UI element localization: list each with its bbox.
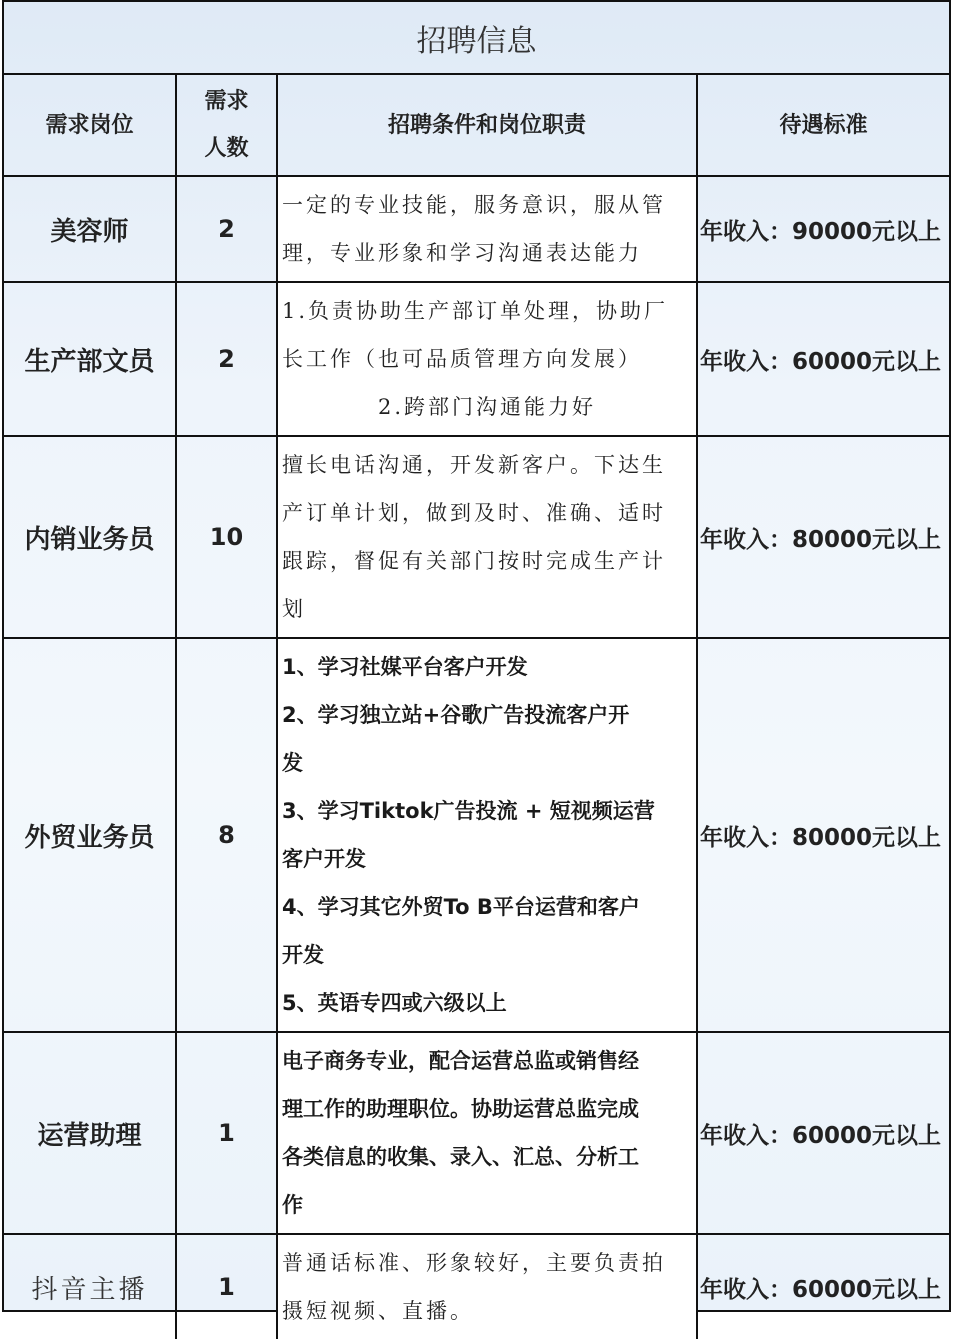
req-line: 1、学习社媒平台客户开发 xyxy=(282,655,528,679)
req-line: 1.负责协助生产部订单处理，协助厂 xyxy=(282,299,669,323)
salary-cell: 年收入：90000元以上 xyxy=(697,176,949,282)
count-cell: 2 xyxy=(176,176,277,282)
req-line: 作 xyxy=(282,1193,303,1217)
req-line: 各类信息的收集、录入、汇总、分析工 xyxy=(282,1145,639,1169)
salary-cell: 年收入：60000元以上 xyxy=(697,1234,949,1339)
table-row xyxy=(4,436,949,638)
position-cell: 外贸业务员 xyxy=(4,638,176,1032)
req-line: 4、学习其它外贸To B平台运营和客户 xyxy=(282,895,640,919)
header-count-line1: 需求 xyxy=(204,89,249,114)
req-line: 2.跨部门沟通能力好 xyxy=(377,395,597,419)
req-line: 摄短视频、直播。 xyxy=(282,1299,474,1323)
header-position: 需求岗位 xyxy=(4,74,176,176)
count-cell: 10 xyxy=(176,436,277,638)
req-line: 产订单计划，做到及时、准确、适时 xyxy=(282,501,666,525)
header-count-line2: 人数 xyxy=(204,136,249,161)
table-row xyxy=(4,176,949,282)
count-cell: 1 xyxy=(176,1032,277,1234)
req-line: 3、学习Tiktok广告投流 + 短视频运营 xyxy=(282,799,655,823)
req-line: 擅长电话沟通，开发新客户。下达生 xyxy=(282,453,666,477)
req-line: 客户开发 xyxy=(282,847,366,871)
req-line: 电子商务专业，配合运营总监或销售经 xyxy=(282,1049,639,1073)
header-requirements: 招聘条件和岗位职责 xyxy=(277,74,697,176)
req-line: 普通话标准、形象较好，主要负责拍 xyxy=(282,1251,666,1275)
salary-cell: 年收入：60000元以上 xyxy=(697,282,949,436)
req-line: 划 xyxy=(282,597,306,621)
position-cell: 内销业务员 xyxy=(4,436,176,638)
salary-cell: 年收入：80000元以上 xyxy=(697,436,949,638)
req-line: 2、学习独立站+谷歌广告投流客户开 xyxy=(282,703,630,727)
requirements-cell xyxy=(277,282,697,436)
recruitment-table xyxy=(4,2,949,1339)
table-row xyxy=(4,638,949,1032)
salary-cell: 年收入：60000元以上 xyxy=(697,1032,949,1234)
table-row xyxy=(4,1032,949,1234)
table-row xyxy=(4,1234,949,1339)
header-salary: 待遇标准 xyxy=(697,74,949,176)
requirements-cell xyxy=(277,638,697,1032)
requirements-cell xyxy=(277,1234,697,1339)
req-line: 长工作（也可品质管理方向发展） xyxy=(282,347,642,371)
recruitment-sheet xyxy=(2,0,951,1323)
requirements-cell xyxy=(277,1032,697,1234)
count-cell: 8 xyxy=(176,638,277,1032)
req-line: 理，专业形象和学习沟通表达能力 xyxy=(282,241,642,265)
count-cell: 1 xyxy=(176,1234,277,1339)
count-cell: 2 xyxy=(176,282,277,436)
req-line: 发 xyxy=(282,751,303,775)
requirements-cell xyxy=(277,176,697,282)
req-line: 跟踪，督促有关部门按时完成生产计 xyxy=(282,549,666,573)
req-line: 5、英语专四或六级以上 xyxy=(282,991,507,1015)
position-cell: 抖音主播 xyxy=(4,1234,176,1339)
req-line: 开发 xyxy=(282,943,324,967)
table-row xyxy=(4,282,949,436)
position-cell: 美容师 xyxy=(4,176,176,282)
header-count xyxy=(176,74,277,176)
position-cell: 生产部文员 xyxy=(4,282,176,436)
salary-cell: 年收入：80000元以上 xyxy=(697,638,949,1032)
req-line: 一定的专业技能，服务意识，服从管 xyxy=(282,193,666,217)
requirements-cell xyxy=(277,436,697,638)
position-cell: 运营助理 xyxy=(4,1032,176,1234)
req-line: 理工作的助理职位。协助运营总监完成 xyxy=(282,1097,639,1121)
page-title: 招聘信息 xyxy=(4,2,949,74)
